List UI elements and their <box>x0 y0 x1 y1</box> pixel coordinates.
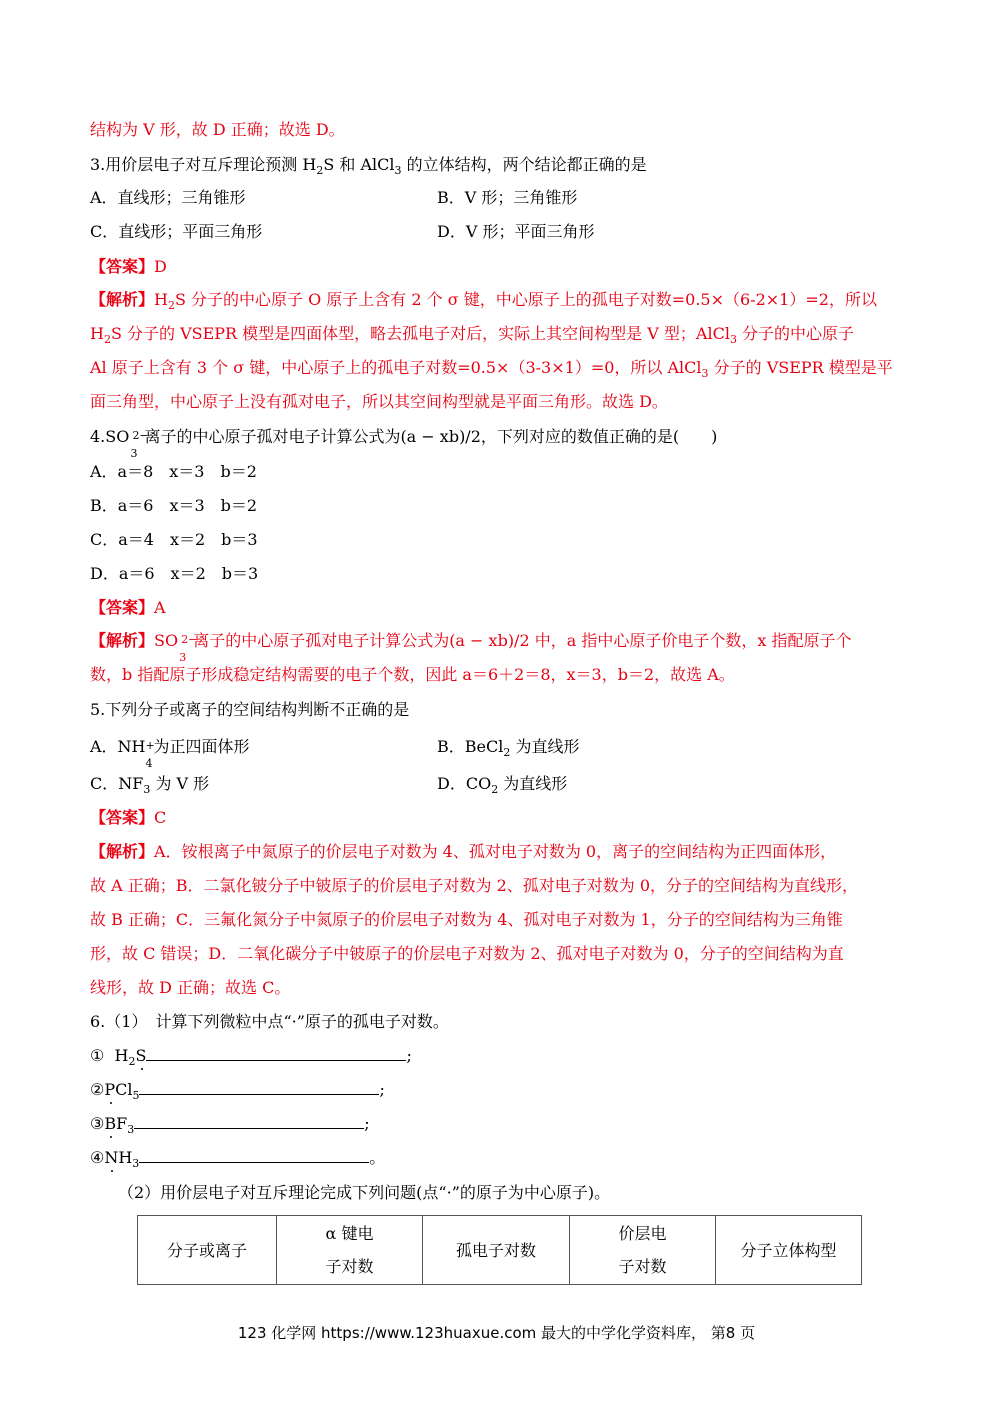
answer-blank-3[interactable] <box>134 1114 364 1129</box>
table-header-cell: 价层电 子对数 <box>570 1216 716 1285</box>
q5-answer: 【答案】C <box>90 808 167 827</box>
q4-option-d: D．a＝6 x＝2 b＝3 <box>90 564 259 583</box>
q4-option-c: C．a＝4 x＝2 b＝3 <box>90 530 258 549</box>
answer-blank-1[interactable] <box>146 1046 406 1061</box>
q6-item-1: ① $H_2S$ ; <box>90 1046 412 1069</box>
q5-option-d: D．$CO_2$ 为直线形 <box>437 774 568 797</box>
q5-explanation-line-4: 形，故 C 错误；D．二氧化碳分子中铍原子的价层电子对数为 2、孤对电子对数为 0，分子的空间结构为直 <box>90 944 844 963</box>
question-4: 4.SO 2− 3 离子的中心原子孤对电子计算公式为(a − xb)/2，下列对应的数值正确的是( ) <box>90 427 718 460</box>
q3-explanation-line-1: 【解析】$H_2S$ 分子的中心原子 O 原子上含有 2 个 σ 键，中心原子上的孤电子对数=0.5×（6-2×1）=2，所以 <box>90 290 877 313</box>
table-header-row <box>138 1216 862 1285</box>
q4-option-b: B．a＝6 x＝3 b＝2 <box>90 496 258 515</box>
q6-item-4: $④NH_3$ 。 <box>90 1148 386 1171</box>
q5-option-c: C．$NF_3$ 为 V 形 <box>90 774 210 797</box>
question-5: 5.下列分子或离子的空间结构判断不正确的是 <box>90 700 410 719</box>
q6-item-2: ②PCl$_5$ ; <box>90 1080 385 1103</box>
q5-explanation-line-3: 故 B 正确；C．三氟化氮分子中氮原子的价层电子对数为 4、孤对电子对数为 1，分子的空间结构为三角锥 <box>90 910 843 929</box>
q4-explanation-line-1: 【解析】SO 2− 3 离子的中心原子孤对电子计算公式为(a − xb)/2 中，a 指中心原子价电子个数，x 指配原子个 <box>90 631 852 664</box>
table-header-cell: 分子立体构型 <box>716 1216 862 1285</box>
q5-option-a: A．NH + 4 为正四面体形 <box>90 737 250 770</box>
question-6-part-1: 6.（1） 计算下列微粒中点“·”原子的孤电子对数。 <box>90 1012 449 1031</box>
q3-explanation-line-3: Al 原子上含有 3 个 σ 键，中心原子上的孤电子对数=0.5×（3-3×1）=0，所以 AlCl$_3$ 分子的 VSEPR 模型是平 <box>90 358 893 381</box>
q3-option-b: B．V 形；三角锥形 <box>437 188 578 207</box>
q5-explanation-line-2: 故 A 正确；B．二氯化铍分子中铍原子的价层电子对数为 2、孤对电子对数为 0，分子的空间结构为直线形， <box>90 876 859 895</box>
q3-explanation-line-2: $H_2S$ 分子的 VSEPR 模型是四面体型，略去孤电子对后，实际上其空间构型是 V 型；AlCl$_3$ 分子的中心原子 <box>90 324 855 347</box>
q3-answer: 【答案】D <box>90 257 167 276</box>
q5-option-b: B．BeCl$_2$ 为直线形 <box>437 737 580 760</box>
q4-explanation-line-2: 数，b 指配原子形成稳定结构需要的电子个数，因此 a＝6＋2＝8，x＝3，b＝2，故选 A。 <box>90 665 735 684</box>
page-footer: 123 化学网 https://www.123huaxue.com 最大的中学化学资料库， 第8 页 <box>237 1324 756 1342</box>
question-3: 3.用价层电子对互斥理论预测 $H_2S$ 和 AlCl$_3$ 的立体结构，两个结论都正确的是 <box>90 155 647 178</box>
answer-table <box>137 1215 862 1285</box>
table-header-cell: 分子或离子 <box>138 1216 277 1285</box>
q3-option-d: D．V 形；平面三角形 <box>437 222 595 241</box>
table-header-cell: 孤电子对数 <box>423 1216 570 1285</box>
q3-explanation-line-4: 面三角型，中心原子上没有孤对电子，所以其空间构型就是平面三角形。故选 D。 <box>90 392 668 411</box>
q4-answer: 【答案】A <box>90 598 166 617</box>
answer-blank-2[interactable] <box>139 1080 379 1095</box>
q3-option-c: C．直线形；平面三角形 <box>90 222 263 241</box>
q5-explanation-line-5: 线形，故 D 正确；故选 C。 <box>90 978 291 997</box>
q3-option-a: A．直线形；三角锥形 <box>90 188 246 207</box>
table-header-cell: α 键电 子对数 <box>277 1216 423 1285</box>
answer-blank-4[interactable] <box>139 1148 369 1163</box>
q5-explanation-line-1: 【解析】A．铵根离子中氮原子的价层电子对数为 4、孤对电子对数为 0，离子的空间结构为正四面体形， <box>90 842 837 861</box>
q4-option-a: A．a＝8 x＝3 b＝2 <box>90 462 257 481</box>
question-6-part-2: （2）用价层电子对互斥理论完成下列问题(点“·”的原子为中心原子)。 <box>118 1183 611 1202</box>
prev-answer-tail: 结构为 V 形，故 D 正确；故选 D。 <box>90 120 345 139</box>
q6-item-3: $③BF_3$ ; <box>90 1114 370 1137</box>
